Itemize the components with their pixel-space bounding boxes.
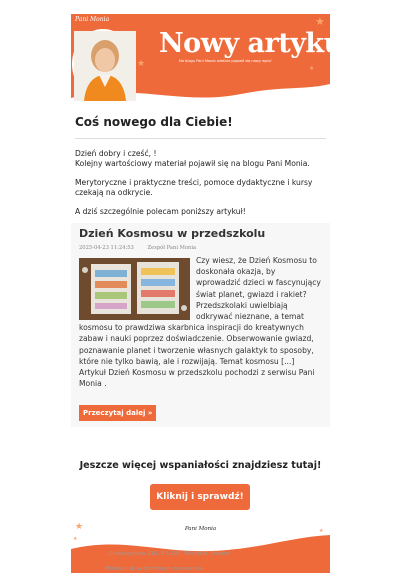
star-icon: ★: [315, 15, 325, 28]
article-excerpt: Czy wiesz, że Dzień Kosmosu to doskonała okazja, by wprowadzić dzieci w fascynujący świat planet, gwiazd i rakiet? Przedszkolaki uwielbiają odkrywać nieznane, a temat kosmosu to prawdziwa skarbnica inspiracji do kreatywnych zabaw i nauki poprzez doświadczenie. Obserwowanie gwiazd, poznawanie planet i tworzenie własnych galaktyk to sposoby, które nie tylko bawią, ale i rozwijają. Temat kosmosu [...] Artykuł Dzień Kosmosu w przedszkolu pochodzi z serwisu Pani Monia .: [79, 256, 321, 389]
header-logo[interactable]: Pani Monia: [75, 16, 110, 23]
more-text: Jeszcze więcej wspaniałości znajdziesz tutaj!: [79, 460, 322, 472]
article-card: [71, 223, 330, 427]
email-container: [71, 14, 353, 573]
article-author: Zespół Pani Monia: [147, 245, 197, 251]
cta-button[interactable]: Kliknij i sprawdź!: [150, 484, 250, 510]
star-icon: ★: [73, 536, 78, 543]
star-icon: ★: [75, 522, 84, 533]
article-image[interactable]: [79, 258, 190, 320]
article-date: 2025-04-23 11:24:53: [79, 245, 134, 251]
header-subtitle: Na blogu Pani Monia właśnie pojawił się nowy wpis!: [179, 59, 272, 63]
article-meta: [79, 245, 322, 251]
header-banner: [71, 14, 353, 106]
greeting-line: Dzień dobry i cześć, !: [75, 149, 157, 158]
footer-address: , Grabiszyńska 210, 53-235, Wrocław, Poland: [105, 551, 229, 557]
intro-section: [71, 115, 330, 217]
avatar: [72, 29, 134, 99]
footer-logo[interactable]: Pani Monia: [184, 526, 217, 533]
article-title[interactable]: Dzień Kosmosu w przedszkolu: [79, 227, 266, 240]
author-photo: [74, 31, 136, 101]
divider: [75, 138, 326, 139]
intro-line-2: Merytoryczne i praktyczne treści, pomoce dydaktyczne i kursy czekają na odkrycie.: [75, 178, 313, 197]
star-icon: ★: [137, 59, 146, 69]
star-icon: ★: [319, 528, 324, 535]
intro-heading: Coś nowego dla Ciebie!: [75, 115, 233, 129]
article-photo: [79, 258, 190, 320]
header-title: Nowy artykuł: [159, 28, 353, 59]
intro-line-1: Kolejny wartościowy materiał pojawił się na blogu Pani Monia.: [75, 159, 310, 168]
intro-line-3: A dziś szczególnie polecam poniższy artykuł!: [75, 207, 246, 216]
read-more-button[interactable]: Przeczytaj dalej »: [79, 405, 156, 421]
unsubscribe-text: Możesz lub w dowolnym momencie.: [105, 566, 205, 572]
star-icon: ★: [309, 65, 315, 72]
